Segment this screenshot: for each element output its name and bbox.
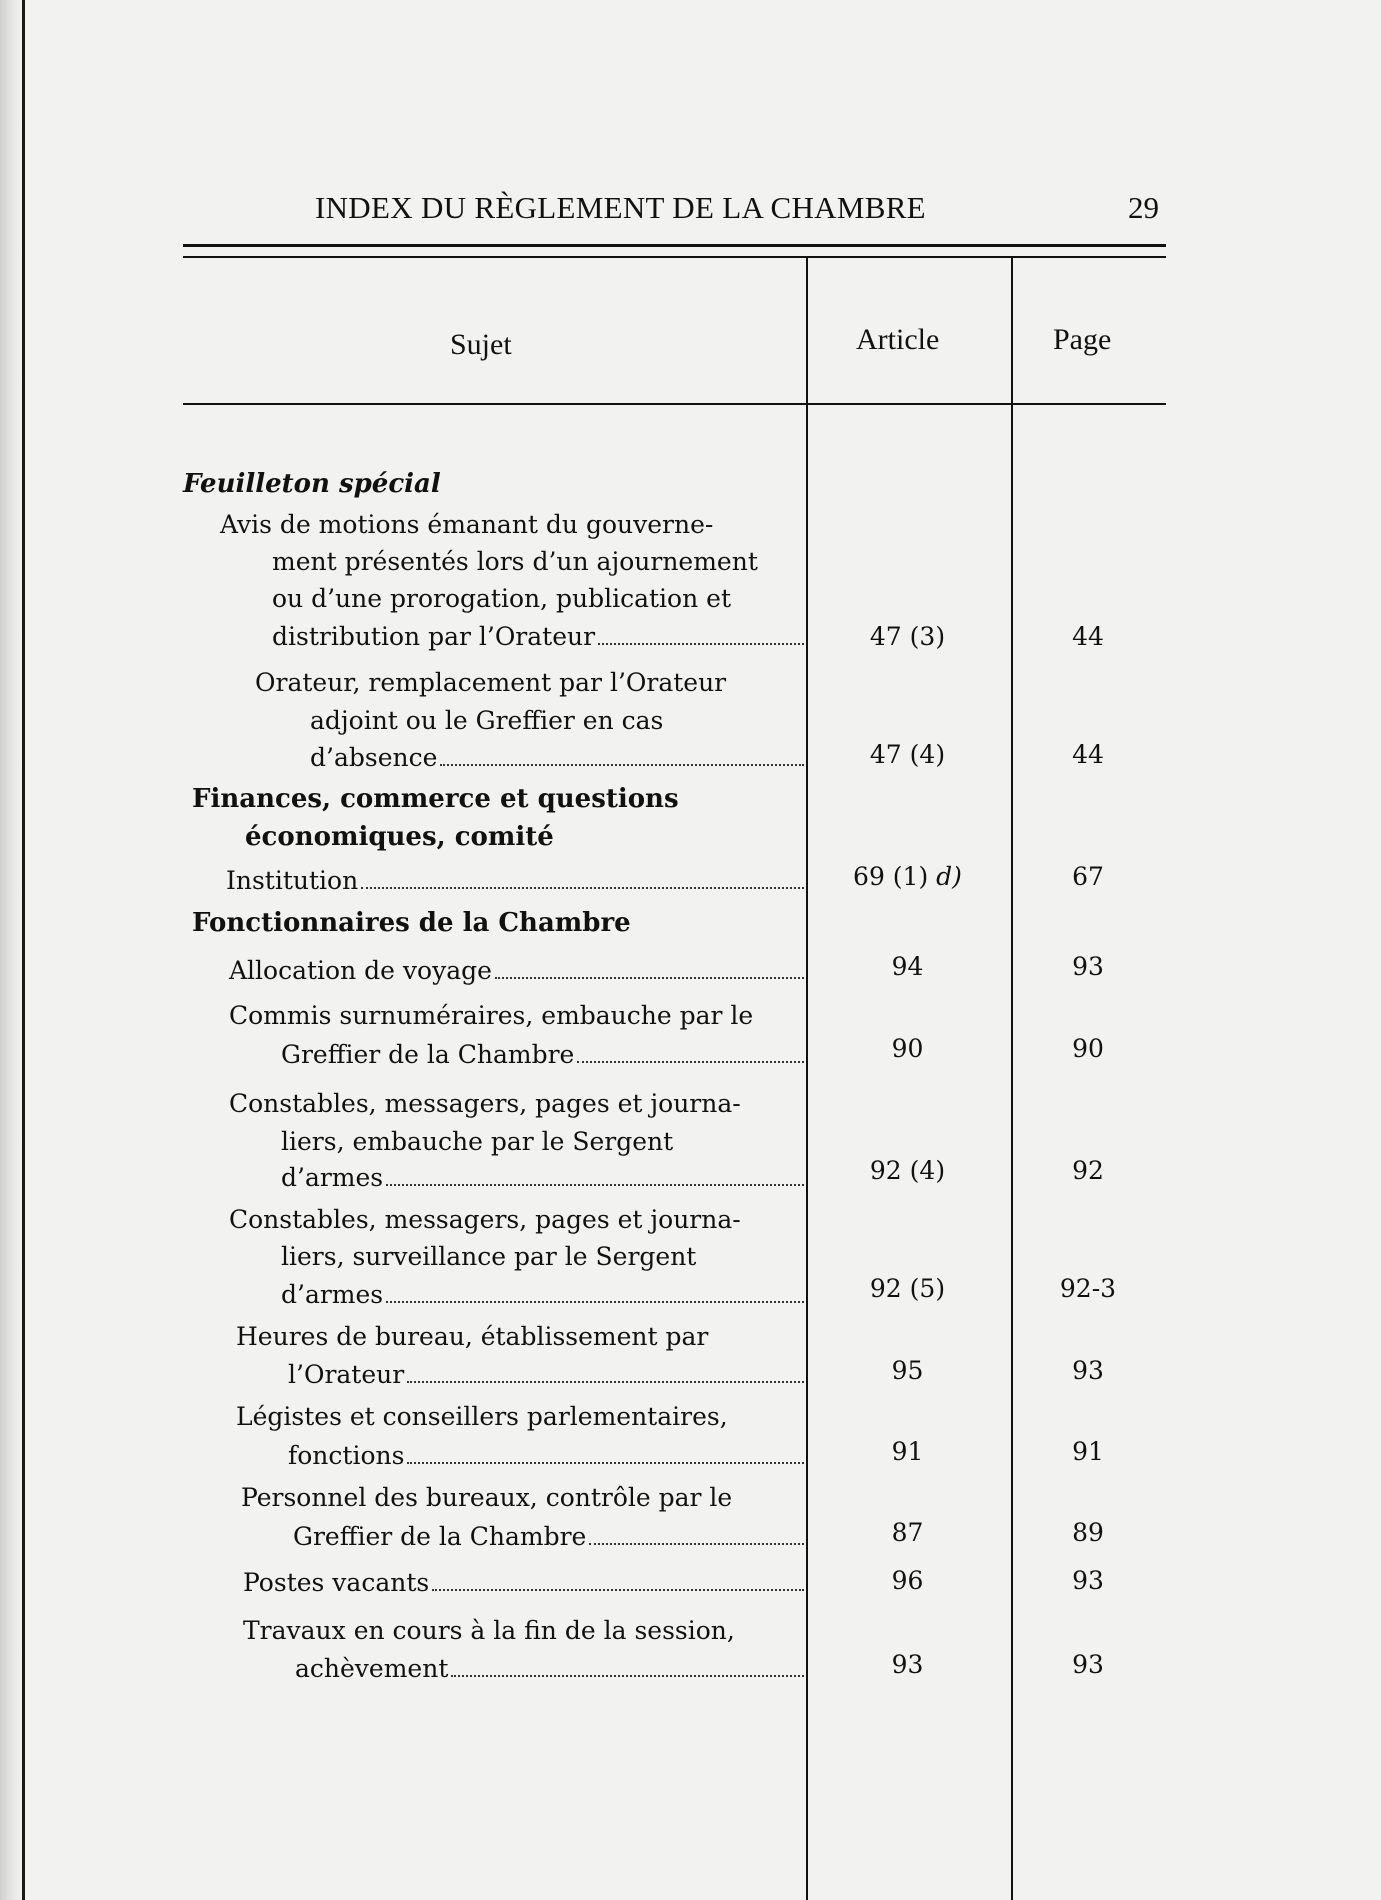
entry-line: Constables, messagers, pages et journa- <box>229 1205 741 1234</box>
entry-line: Orateur, remplacement par l’Orateur <box>255 668 727 697</box>
entry-line-with-leader: Allocation de voyage <box>229 956 804 986</box>
entry-line: Avis de motions émanant du gouverne- <box>220 510 714 539</box>
page-reference: 93 <box>1072 1356 1104 1385</box>
page-edge-line <box>22 0 25 1900</box>
entry-line-with-leader: achèvement <box>295 1654 804 1684</box>
column-header-article: Article <box>856 323 940 356</box>
page-reference: 44 <box>1072 740 1104 769</box>
page-reference: 91 <box>1072 1437 1104 1466</box>
page-reference: 44 <box>1072 622 1104 651</box>
article-number: 69 (1) d) <box>853 862 962 891</box>
entry-line-with-leader: Greffier de la Chambre <box>293 1522 804 1552</box>
page-reference: 89 <box>1072 1518 1104 1547</box>
column-header-subject: Sujet <box>450 328 512 361</box>
article-number: 47 (3) <box>869 622 946 651</box>
dot-leader <box>361 868 804 889</box>
dot-leader <box>432 1570 804 1591</box>
entry-line: adjoint ou le Greffier en cas <box>310 706 664 735</box>
dot-leader <box>589 1524 804 1545</box>
entry-line-with-leader: distribution par l’Orateur <box>272 622 804 652</box>
entry-line: liers, embauche par le Sergent <box>281 1127 674 1156</box>
page-reference: 93 <box>1072 1650 1104 1679</box>
page-reference: 92-3 <box>1059 1274 1117 1303</box>
article-number: 92 (4) <box>869 1156 946 1185</box>
entry-line: Heures de bureau, établissement par <box>236 1322 709 1351</box>
header-bottom-rule <box>183 403 1166 405</box>
entry-line: Légistes et conseillers parlementaires, <box>236 1402 728 1431</box>
dot-leader <box>598 624 804 645</box>
article-number: 94 <box>891 952 924 981</box>
dot-leader <box>451 1656 804 1677</box>
entry-line-with-leader: d’armes <box>281 1280 804 1310</box>
page-reference: 67 <box>1072 862 1104 891</box>
page-reference: 92 <box>1072 1156 1104 1185</box>
article-number: 92 (5) <box>869 1274 946 1303</box>
entry-line: liers, surveillance par le Sergent <box>281 1242 697 1271</box>
section-heading-fonctionnaires: Fonctionnaires de la Chambre <box>192 908 631 938</box>
page-reference: 93 <box>1072 1566 1104 1595</box>
entry-line: Personnel des bureaux, contrôle par le <box>241 1483 733 1512</box>
entry-line-with-leader: Greffier de la Chambre <box>281 1040 804 1070</box>
page-reference: 93 <box>1072 952 1104 981</box>
entry-line: Commis surnuméraires, embauche par le <box>229 1001 754 1030</box>
entry-line: ou d’une prorogation, publication et <box>272 584 731 613</box>
entry-line-with-leader: d’absence <box>310 743 804 773</box>
entry-line: ment présentés lors d’un ajournement <box>272 547 758 576</box>
dot-leader <box>440 745 804 766</box>
dot-leader <box>386 1165 804 1186</box>
dot-leader <box>495 958 804 979</box>
article-number: 47 (4) <box>869 740 946 769</box>
section-heading-feuilleton: Feuilleton spécial <box>183 469 441 499</box>
article-number: 96 <box>891 1566 924 1595</box>
running-head: INDEX DU RÈGLEMENT DE LA CHAMBRE <box>315 190 926 225</box>
article-number: 95 <box>891 1356 924 1385</box>
entry-line: Constables, messagers, pages et journa- <box>229 1089 741 1118</box>
entry-line-with-leader: d’armes <box>281 1163 804 1193</box>
dot-leader <box>577 1042 804 1063</box>
section-heading-finances: Finances, commerce et questions <box>192 784 679 814</box>
column-header-page: Page <box>1053 323 1112 356</box>
top-rule-thin <box>183 256 1166 258</box>
dot-leader <box>407 1443 804 1464</box>
entry-line-with-leader: Institution <box>226 866 804 896</box>
article-number: 93 <box>891 1650 924 1679</box>
entry-line: Travaux en cours à la fin de la session, <box>243 1616 735 1645</box>
page-edge-shadow <box>0 0 24 1900</box>
entry-line-with-leader: Postes vacants <box>243 1568 804 1598</box>
article-number: 87 <box>891 1518 924 1547</box>
page-reference: 90 <box>1072 1034 1104 1063</box>
section-heading-finances-cont: économiques, comité <box>245 822 554 852</box>
top-rule-thick <box>183 244 1166 247</box>
entry-line-with-leader: l’Orateur <box>288 1360 804 1390</box>
article-number: 91 <box>891 1437 924 1466</box>
dot-leader <box>407 1362 804 1383</box>
page-number: 29 <box>1128 190 1159 225</box>
article-number: 90 <box>891 1034 924 1063</box>
dot-leader <box>386 1282 804 1303</box>
entry-line-with-leader: fonctions <box>288 1441 804 1471</box>
